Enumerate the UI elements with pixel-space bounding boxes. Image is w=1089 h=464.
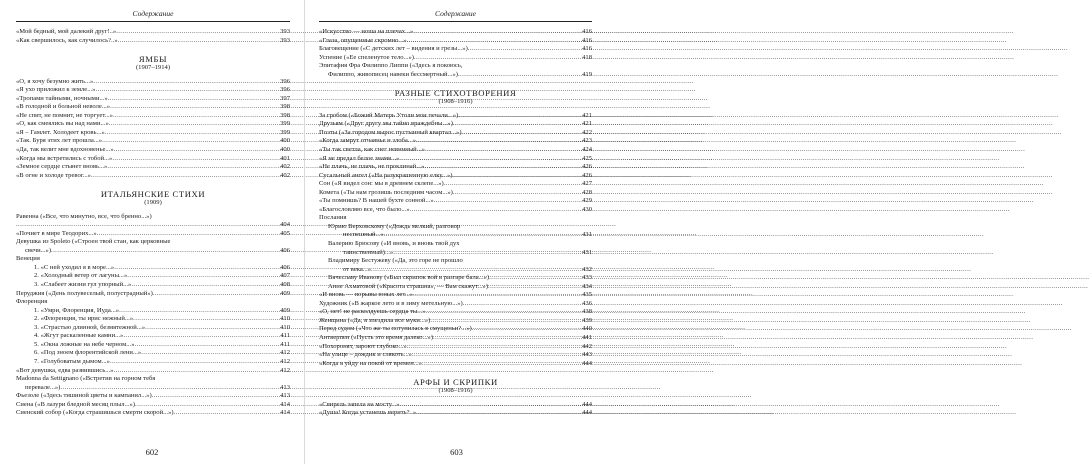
entry-title: «Как свершилось, как случилось?..» bbox=[16, 36, 118, 44]
toc-entry bbox=[319, 189, 592, 198]
entry-title: «Земное сердце стынет вновь...» bbox=[16, 163, 108, 171]
toc-entry bbox=[16, 324, 290, 333]
dot-leader bbox=[433, 334, 581, 343]
entry-page: 412 bbox=[280, 349, 290, 357]
dot-leader bbox=[416, 409, 581, 418]
entry-page: 402 bbox=[280, 163, 290, 171]
entry-title: «Ты так светла, как снег невинный...» bbox=[319, 145, 425, 153]
entry-page: 410 bbox=[280, 323, 290, 331]
dot-leader bbox=[93, 78, 279, 87]
toc-entry bbox=[319, 300, 592, 309]
entry-page: 424 bbox=[582, 145, 592, 153]
entry-title: Сиенский собор («Когда страшишься смерти скорой...») bbox=[16, 409, 174, 417]
dot-leader bbox=[107, 163, 279, 172]
entry-title: Художник («В жаркое лето и в зиму метельную...») bbox=[319, 299, 463, 307]
entry-title: «И вновь — порывы юных лет...» bbox=[319, 291, 414, 299]
entry-page: 431 bbox=[582, 248, 592, 256]
toc-entry bbox=[16, 358, 290, 367]
section-title: ЯМБЫ bbox=[138, 54, 168, 65]
toc-entry bbox=[16, 247, 290, 256]
entry-title: Благовещение («С детских лет – видения и грезы...») bbox=[319, 45, 468, 53]
section-title: ИТАЛЬЯНСКИЕ СТИХИ bbox=[100, 189, 206, 200]
entry-page: 439 bbox=[582, 316, 592, 324]
entry-page: 406 bbox=[280, 246, 290, 254]
toc-entry bbox=[16, 409, 290, 418]
entry-page: 416 bbox=[582, 36, 592, 44]
entry-page: 407 bbox=[280, 272, 290, 280]
dot-leader bbox=[426, 308, 582, 317]
dot-leader bbox=[91, 172, 279, 181]
entry-page: 397 bbox=[280, 94, 290, 102]
section-title: АРФЫ И СКРИПКИ bbox=[413, 377, 498, 388]
running-head: Содержание bbox=[435, 9, 476, 18]
entry-page: 413 bbox=[280, 383, 290, 391]
entry-title: «Не спит, не помнит, не торгует...» bbox=[16, 111, 113, 119]
section-years: (1907–1914) bbox=[135, 64, 171, 72]
entry-title: «Свирель запела на мосту...» bbox=[319, 400, 400, 408]
entry-page: 430 bbox=[582, 205, 592, 213]
dot-leader bbox=[458, 71, 581, 80]
right-page bbox=[304, 0, 608, 464]
entry-page: 412 bbox=[280, 357, 290, 365]
entry-title: «Не плачь, не плачь, не проклинай...» bbox=[319, 163, 425, 171]
dot-leader bbox=[422, 360, 581, 369]
toc-entry bbox=[319, 146, 592, 155]
entry-title: «На улице – дождик и слякоть...» bbox=[319, 351, 412, 359]
entry-title: «В голодной и больной неволе...» bbox=[16, 103, 111, 111]
dot-leader bbox=[60, 384, 279, 393]
toc-entry bbox=[319, 351, 592, 360]
dot-leader bbox=[112, 155, 279, 164]
toc-entry bbox=[319, 231, 592, 240]
entry-title: 1. «Умри, Флоренция, Иуда...» bbox=[34, 306, 120, 314]
toc-entry bbox=[319, 291, 592, 300]
entry-page: 416 bbox=[582, 28, 592, 35]
toc-entry bbox=[16, 163, 290, 172]
toc-entry bbox=[319, 317, 592, 326]
dot-leader bbox=[113, 112, 279, 121]
dot-leader bbox=[425, 146, 581, 155]
entry-title: Поэты («За городом вырос пустынный квартал...») bbox=[319, 128, 462, 136]
section-years: (1909) bbox=[144, 199, 162, 207]
toc-entry-line: Равенна («Все, что минутно, все, что бренно...») bbox=[16, 212, 152, 220]
toc-entry bbox=[16, 401, 290, 410]
toc-entry bbox=[16, 349, 290, 358]
toc-entry bbox=[319, 325, 592, 334]
section-years: (1908–1916) bbox=[438, 387, 473, 395]
dot-leader bbox=[135, 341, 280, 350]
entry-title: Перуджия («День полувеселый, полустрадный») bbox=[16, 289, 153, 297]
dot-leader bbox=[118, 37, 279, 46]
entry-title: «Душа! Когда устанешь верить?..» bbox=[319, 409, 417, 417]
toc-entry bbox=[16, 37, 290, 46]
dot-leader bbox=[119, 307, 279, 316]
dot-leader bbox=[463, 300, 581, 309]
entry-title: Комета («Ты нам грозишь последним часом...») bbox=[319, 188, 453, 196]
dot-leader bbox=[141, 349, 279, 358]
toc-entry bbox=[16, 332, 290, 341]
entry-title: 6. «Под зноем флорентийской лени...» bbox=[34, 349, 142, 357]
toc-entry bbox=[16, 129, 290, 138]
entry-title: «О, нет! не расколдуешь сердца ты...» bbox=[319, 308, 426, 316]
dot-leader bbox=[458, 112, 581, 121]
entry-title: неспешный...» bbox=[343, 231, 384, 239]
entry-title: Женщина («Да, я зпездила все муки...») bbox=[319, 316, 431, 324]
entry-page: 412 bbox=[280, 366, 290, 374]
entry-page: 436 bbox=[582, 299, 592, 307]
toc-entry-line: Послания bbox=[319, 214, 347, 222]
entry-title: 5. «Окна ложные на небе черном...» bbox=[34, 340, 135, 348]
dot-leader bbox=[97, 230, 279, 239]
dot-leader bbox=[135, 401, 279, 410]
toc-entry bbox=[16, 230, 290, 239]
entry-title: Анне Ахматовой («Красота страшна», — Вам скажут...») bbox=[328, 282, 489, 290]
entry-title: 3. «Слабеет жизни гул упорный...» bbox=[34, 281, 132, 289]
entry-title: «Похоронят, зароют глубоко...» bbox=[319, 342, 407, 350]
dot-leader bbox=[114, 146, 279, 155]
entry-page: 441 bbox=[582, 334, 592, 341]
toc-entry bbox=[16, 264, 290, 273]
toc-entry bbox=[319, 409, 592, 418]
dot-leader bbox=[108, 95, 279, 104]
dot-leader bbox=[488, 283, 581, 292]
entry-page: 426 bbox=[582, 171, 592, 179]
entry-title: «Я не предал белое знамя...» bbox=[319, 154, 400, 162]
toc-entry bbox=[319, 308, 592, 317]
toc-entry bbox=[319, 360, 592, 369]
entry-title: «Я ухо приложил к земле...» bbox=[16, 86, 96, 94]
toc-entry bbox=[319, 155, 592, 164]
entry-title: 7. «Голубоватым дымом...» bbox=[34, 357, 110, 365]
entry-page: 405 bbox=[280, 229, 290, 237]
dot-leader bbox=[123, 332, 279, 341]
entry-title: «Так. Буря этих лет прошла...» bbox=[16, 137, 103, 145]
toc-entry-line: Девушка из Spoleto («Строен твой стан, как церковные bbox=[16, 238, 171, 246]
entry-title: «Почиет в мире Теодорих...» bbox=[16, 229, 97, 237]
entry-title: «Да, так велит мне вдохновенье...» bbox=[16, 145, 114, 153]
entry-page: 444 bbox=[582, 359, 592, 367]
entry-title: «Вот девушка, едва развившись...» bbox=[16, 366, 114, 374]
dot-leader bbox=[131, 281, 279, 290]
toc-entry bbox=[16, 112, 290, 121]
toc-entry bbox=[319, 274, 592, 283]
toc-entry-line: Флоренция bbox=[16, 298, 48, 306]
toc-entry bbox=[16, 155, 290, 164]
entry-title: «Искусство — ноша на плечах...» bbox=[319, 28, 414, 35]
dot-leader bbox=[16, 221, 279, 230]
dot-leader bbox=[400, 401, 582, 410]
toc-entry bbox=[319, 54, 592, 63]
entry-page: 402 bbox=[280, 171, 290, 179]
entry-page: 396 bbox=[280, 77, 290, 85]
entry-title: 4. «Жгут раскаленные камни...» bbox=[34, 332, 124, 340]
entry-title: Вячеславу Иванову («Был скрипок вой в разгаре бала...») bbox=[328, 274, 490, 282]
toc-entry-line: Венеция bbox=[16, 255, 40, 263]
entry-page: 400 bbox=[280, 137, 290, 145]
toc-entry bbox=[16, 290, 290, 299]
toc-entry bbox=[319, 283, 592, 292]
entry-title: «В огне и холоде тревог...» bbox=[16, 171, 91, 179]
entry-page: 442 bbox=[582, 342, 592, 350]
entry-title: 3. «Страстью длинной, безмятежной...» bbox=[34, 323, 146, 331]
dot-leader bbox=[114, 264, 279, 273]
toc-entry bbox=[319, 180, 592, 189]
entry-title: Филиппо, живописец навеки бессмертный...») bbox=[328, 70, 458, 78]
toc-entry bbox=[16, 281, 290, 290]
entry-title: Фьезоле («Здесь тишиной цветы и кампанил...») bbox=[16, 392, 152, 400]
dot-leader bbox=[384, 231, 581, 240]
dot-leader bbox=[413, 28, 581, 37]
entry-page: 418 bbox=[582, 53, 592, 61]
entry-title: «Когда замрут отчаянье и злоба...» bbox=[319, 137, 417, 145]
dot-leader bbox=[444, 180, 581, 189]
page-number: 603 bbox=[450, 447, 463, 457]
toc-list bbox=[319, 28, 592, 418]
dot-leader bbox=[145, 324, 279, 333]
entry-page: 398 bbox=[280, 103, 290, 111]
dot-leader bbox=[174, 409, 280, 418]
entry-title: свечи...») bbox=[25, 246, 52, 254]
entry-title: За гробом («Божий Матерь Утоли мои печали...») bbox=[319, 111, 459, 119]
entry-page: 428 bbox=[582, 188, 592, 196]
entry-title: 1. «С ней уходил я в море...» bbox=[34, 263, 115, 271]
toc-entry bbox=[16, 341, 290, 350]
entry-page: 444 bbox=[582, 409, 592, 417]
entry-title: «Когда я уйду на покой от времен...» bbox=[319, 359, 422, 367]
toc-entry bbox=[319, 249, 592, 258]
entry-title: Сусальный ангел («На разукрашенную елку...») bbox=[319, 171, 453, 179]
entry-page: 411 bbox=[280, 332, 290, 340]
toc-entry bbox=[16, 146, 290, 155]
toc-entry bbox=[16, 28, 290, 37]
running-head: Содержание bbox=[132, 9, 174, 18]
dot-leader bbox=[51, 247, 279, 256]
dot-leader bbox=[95, 86, 279, 95]
toc-entry-line: Эпитафия Фра Филиппо Липпи («Здесь я покоюсь, bbox=[319, 62, 463, 70]
entry-page: 429 bbox=[582, 197, 592, 205]
toc-entry bbox=[319, 28, 592, 37]
toc-entry bbox=[16, 103, 290, 112]
entry-title: Друзьям («Друг другу мы тайно враждебны...») bbox=[319, 120, 453, 128]
entry-title: перевале...») bbox=[25, 383, 61, 391]
toc-entry bbox=[319, 163, 592, 172]
dot-leader bbox=[102, 137, 279, 146]
entry-page: 421 bbox=[582, 111, 592, 119]
dot-leader bbox=[105, 129, 279, 138]
page-number: 602 bbox=[145, 447, 159, 457]
section-years: (1908–1916) bbox=[438, 98, 473, 106]
toc-entry-line: Владимиру Бестужеву («Да, это горе не прошло bbox=[328, 257, 463, 265]
entry-page: 427 bbox=[582, 180, 592, 188]
toc-entry bbox=[319, 71, 592, 80]
toc-entry bbox=[16, 392, 290, 401]
entry-title: «Мой бедный, мой далекий друг!..» bbox=[16, 28, 117, 35]
entry-page: 426 bbox=[582, 163, 592, 171]
entry-page: 398 bbox=[280, 111, 290, 119]
header-rule bbox=[16, 21, 290, 22]
entry-title: «Благословляю все, что было...» bbox=[319, 205, 410, 213]
toc-entry bbox=[319, 401, 592, 410]
dot-leader bbox=[412, 351, 581, 360]
dot-leader bbox=[424, 163, 581, 172]
toc-entry bbox=[16, 172, 290, 181]
entry-page: 413 bbox=[280, 392, 290, 400]
entry-page: 406 bbox=[280, 263, 290, 271]
toc-entry bbox=[16, 315, 290, 324]
toc-entry bbox=[319, 172, 592, 181]
entry-title: Успение («Ее спеленутое тело...») bbox=[319, 53, 414, 61]
entry-page: 432 bbox=[582, 265, 592, 273]
entry-page: 396 bbox=[280, 86, 290, 94]
toc-entry bbox=[16, 307, 290, 316]
dot-leader bbox=[110, 103, 279, 112]
toc-entry bbox=[16, 120, 290, 129]
entry-page: 399 bbox=[280, 128, 290, 136]
toc-entry bbox=[319, 45, 592, 54]
dot-leader bbox=[453, 120, 581, 129]
entry-title: таинственный)...» bbox=[343, 248, 394, 256]
dot-leader bbox=[153, 290, 279, 299]
entry-page: 416 bbox=[582, 45, 592, 53]
entry-title: «Ты помнишь? В нашей бухте сонной...» bbox=[319, 197, 434, 205]
dot-leader bbox=[413, 291, 581, 300]
dot-leader bbox=[407, 37, 581, 46]
toc-entry bbox=[319, 197, 592, 206]
dot-leader bbox=[152, 392, 279, 401]
toc-entry bbox=[16, 86, 290, 95]
dot-leader bbox=[453, 189, 581, 198]
entry-title: Перед судом («Что же ты потупилась в смущеньи?...») bbox=[319, 325, 472, 333]
entry-title: «О, я хочу безумно жить...» bbox=[16, 77, 94, 85]
toc-entry bbox=[319, 120, 592, 129]
entry-page: 400 bbox=[280, 145, 290, 153]
toc-entry bbox=[319, 129, 592, 138]
toc-entry-line: Валерию Брюсову («И вновь, и вновь твой дух bbox=[328, 239, 460, 247]
toc-entry bbox=[319, 266, 592, 275]
entry-title: «О, как смеялись вы над нами...» bbox=[16, 120, 109, 128]
dot-leader bbox=[127, 272, 279, 281]
toc-entry bbox=[319, 112, 592, 121]
dot-leader bbox=[489, 274, 581, 283]
entry-page: 393 bbox=[280, 36, 290, 44]
entry-page: 410 bbox=[280, 315, 290, 323]
dot-leader bbox=[414, 54, 581, 63]
entry-title: «Когда мы встретились с тобой...» bbox=[16, 154, 113, 162]
entry-title: «Глаза, опущенные скромно...» bbox=[319, 36, 407, 44]
toc-entry-line: Madonna da Settignano («Встретив на горном тебя bbox=[16, 375, 156, 383]
entry-page: 399 bbox=[280, 120, 290, 128]
dot-leader bbox=[109, 120, 279, 129]
left-page bbox=[0, 0, 304, 464]
entry-title: от века...» bbox=[343, 265, 372, 273]
entry-title: «Тропами тайными, ночными...» bbox=[16, 94, 108, 102]
dot-leader bbox=[452, 172, 581, 181]
toc-entry bbox=[319, 37, 592, 46]
entry-page: 404 bbox=[280, 221, 290, 229]
dot-leader bbox=[434, 197, 581, 206]
entry-page: 440 bbox=[582, 325, 592, 333]
toc-entry bbox=[319, 334, 592, 343]
entry-page: 409 bbox=[280, 306, 290, 314]
toc-list bbox=[16, 28, 290, 418]
dot-leader bbox=[110, 358, 279, 367]
dot-leader bbox=[371, 266, 581, 275]
entry-page: 393 bbox=[280, 28, 290, 35]
entry-page: 443 bbox=[582, 351, 592, 359]
entry-page: 434 bbox=[582, 282, 592, 290]
entry-page: 431 bbox=[582, 231, 592, 239]
entry-title: 2. «Холодный ветер от лагуны...» bbox=[34, 272, 128, 280]
entry-title: Сон («Я видел сон: мы в древнем склепе...») bbox=[319, 180, 444, 188]
header-rule bbox=[319, 21, 592, 22]
entry-page: 419 bbox=[582, 70, 592, 78]
toc-entry bbox=[319, 343, 592, 352]
toc-entry bbox=[16, 384, 290, 393]
toc-entry-line: Юрию Верховскому («Дождь мелкий, разговор bbox=[328, 222, 461, 230]
toc-entry bbox=[319, 137, 592, 146]
dot-leader bbox=[430, 317, 581, 326]
toc-entry bbox=[16, 78, 290, 87]
toc-entry bbox=[16, 137, 290, 146]
entry-title: Антверпен («Пусть это время далеко...») bbox=[319, 334, 434, 341]
entry-page: 444 bbox=[582, 400, 592, 408]
dot-leader bbox=[393, 249, 581, 258]
entry-page: 421 bbox=[582, 120, 592, 128]
entry-page: 408 bbox=[280, 281, 290, 289]
toc-entry bbox=[16, 95, 290, 104]
dot-leader bbox=[416, 137, 581, 146]
toc-entry bbox=[16, 221, 290, 230]
dot-leader bbox=[410, 206, 581, 215]
entry-page: 409 bbox=[280, 289, 290, 297]
entry-page: 411 bbox=[280, 340, 290, 348]
section-title: РАЗНЫЕ СТИХОТВОРЕНИЯ bbox=[394, 88, 517, 99]
entry-page: 435 bbox=[582, 291, 592, 299]
dot-leader bbox=[462, 129, 582, 138]
toc-entry bbox=[16, 367, 290, 376]
dot-leader bbox=[116, 28, 279, 37]
dot-leader bbox=[133, 315, 279, 324]
dot-leader bbox=[113, 367, 279, 376]
entry-title: 2. «Флоренция, ты ирис нежный...» bbox=[34, 315, 134, 323]
entry-page: 423 bbox=[582, 137, 592, 145]
dot-leader bbox=[468, 45, 581, 54]
entry-title: «Я – Гамлет. Холодеет кровь...» bbox=[16, 128, 105, 136]
entry-title: Сиена («В лазури бледной месяц плыл...») bbox=[16, 400, 136, 408]
entry-page: 414 bbox=[280, 409, 290, 417]
toc-entry bbox=[319, 206, 592, 215]
entry-page: 433 bbox=[582, 274, 592, 282]
dot-leader bbox=[407, 343, 581, 352]
entry-page: 438 bbox=[582, 308, 592, 316]
entry-page: 425 bbox=[582, 154, 592, 162]
entry-page: 414 bbox=[280, 400, 290, 408]
dot-leader bbox=[472, 325, 581, 334]
entry-page: 401 bbox=[280, 154, 290, 162]
entry-page: 422 bbox=[582, 128, 592, 136]
toc-entry bbox=[16, 272, 290, 281]
dot-leader bbox=[399, 155, 581, 164]
